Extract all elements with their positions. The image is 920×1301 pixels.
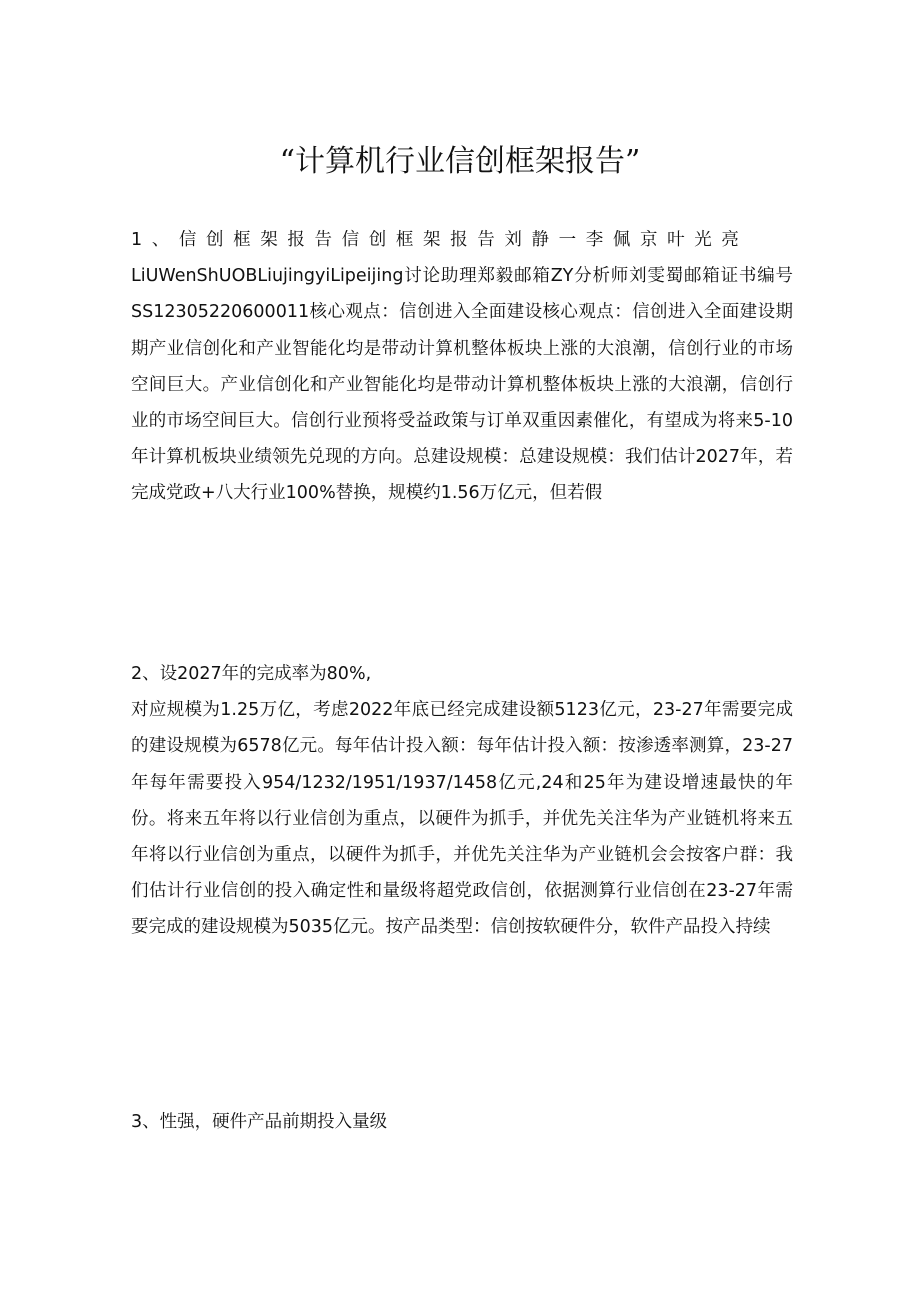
paragraph-2-body: 对应规模为1.25万亿，考虑2022年底已经完成建设额5123亿元，23-27年需要完成的建设规模为6578亿元。每年估计投入额：每年估计投入额：按渗透率测算，23-27年每年需要投入954/1232/1951/1937/1458亿元,24和25年为建设增速最快的年份。将来五年将以行业信创为重点，以硬件为抓手，并优先关注华为产业链机将来五年将以行业信创为重点，以硬件为抓手，并优先关注华为产业链机会会按客户群：我们估计行业信创的投入确定性和量级将超党政信创，依据测算行业信创在23-27年需要完成的建设规模为5035亿元。按产品类型：信创按软硬件分，软件产品投入持续 [131, 700, 793, 938]
paragraph-2-heading: 2、设2027年的完成率为80%, [131, 664, 372, 684]
paragraph-1 [131, 222, 793, 512]
paragraph-1-first-line: 1、信创框架报告信创框架报告刘静一李佩京叶光亮 [131, 230, 749, 250]
paragraph-2 [131, 656, 793, 946]
document-title: “计算机行业信创框架报告” [279, 144, 641, 179]
paragraph-3 [131, 1104, 793, 1140]
paragraph-1-body: LiUWenShUOBLiujingyiLipeijing讨论助理郑毅邮箱ZY分析师刘雯蜀邮箱证书编号SS12305220600011核心观点：信创进入全面建设核心观点：信创进入全面建设期期产业信创化和产业智能化均是带动计算机整体板块上涨的大浪潮，信创行业的市场空间巨大。产业信创化和产业智能化均是带动计算机整体板块上涨的大浪潮，信创行业的市场空间巨大。信创行业预将受益政策与订单双重因素催化，有望成为将来5-10年计算机板块业绩领先兑现的方向。总建设规模：总建设规模：我们估计2027年，若完成党政+八大行业100%替换，规模约1.56万亿元，但若假 [131, 266, 793, 504]
paragraph-3-heading: 3、性强，硬件产品前期投入量级 [131, 1112, 388, 1132]
